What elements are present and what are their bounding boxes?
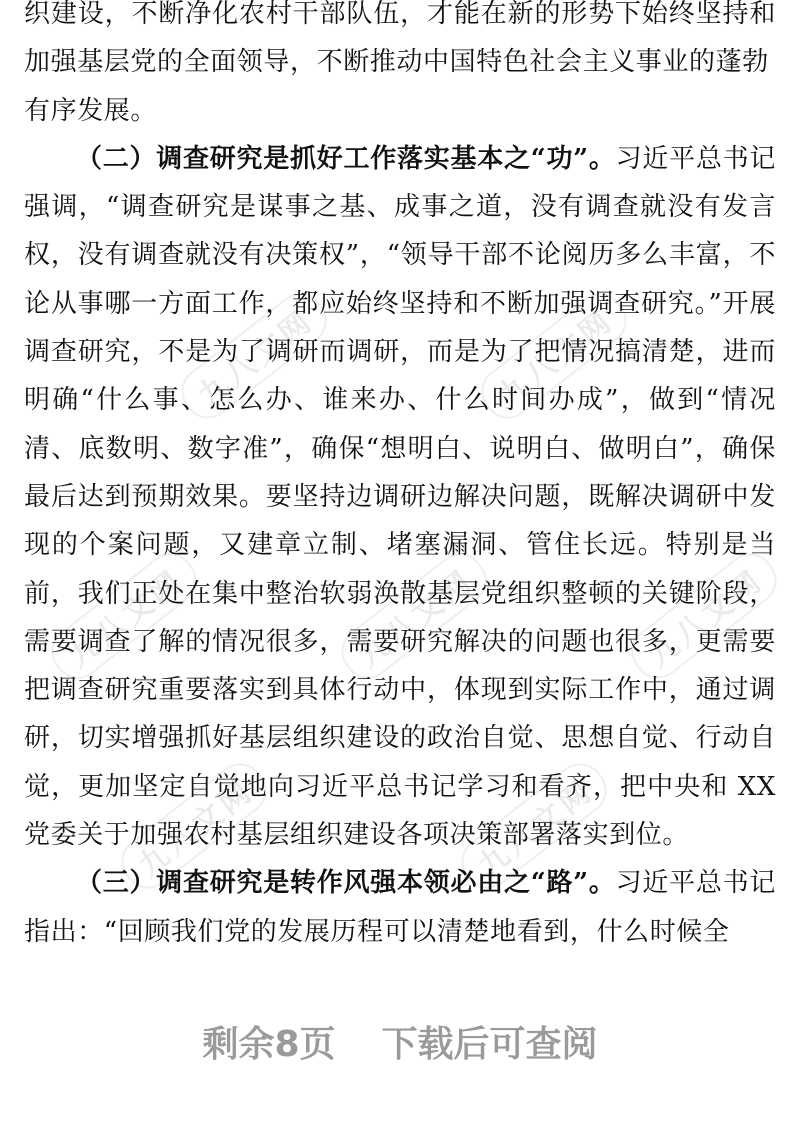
watermark: 九八文网 [112,754,276,898]
watermark: 九八文网 [172,284,336,428]
watermark: 九八文网 [42,544,206,688]
download-prompt[interactable] [0,1016,800,1067]
remaining-pages-label: 剩余8页 [202,1024,336,1065]
text-line: 织建设，不断净化农村干部队伍，才能在新的形势下始终坚持和 [24,0,776,29]
watermark: 九八文网 [332,544,496,688]
section-body: 习近平总书记强调，“调查研究是谋事之基、成事之道，没有调查就没有发言权，没有调查就没有决策权”，“领导干部不论阅历多么丰富，不论从事哪一方面工作，都应始终坚持和不断加强调查研究。”开展调查研究，不是为了调研而调研，而是为了把情况搞清楚，进而明确“什么事、怎么办、谁来办、什么时间办成”，做到“情况清、底数明、数字准”，确保“想明白、说明白、做明白”，确保最后达到预期效果。要坚持边调研边解决问题，既解决调研中发现的个案问题，又建章立制、堵塞漏洞、管住长远。特别是当前，我们正处在集中整治软弱涣散基层党组织整顿的关键阶段，需要调查了解的情况很多，需要研究解决的问题也很多，更需要把调查研究重要落实到具体行动中，体现到实际工作中，通过调研，切实增强抓好基层组织建设的政治自觉、思想自觉、行动自觉，更加坚定自觉地向习近平总书记学习和看齐，把中央和 XX 党委关于加强农村基层组织建设各项决策部署落实到位。 [24,143,776,851]
paragraph-continuation [24,0,776,135]
watermark: 九八文网 [452,754,616,898]
watermark: 九八文网 [622,544,786,688]
watermark: 九八文网 [472,284,636,428]
text-line: 有序发展。 [24,95,158,126]
text-line: 加强基层党的全面领导，不断推动中国特色社会主义事业的蓬勃 [24,47,769,78]
section-heading: （二）调查研究是抓好工作落实基本之“功”。 [76,143,616,174]
document-body [24,0,776,956]
paragraph-section-2 [24,135,776,859]
section-heading: （三）调查研究是转作风强本领必由之“路”。 [76,868,616,899]
download-hint-label: 下载后可查阅 [381,1024,598,1065]
section-body: 习近平总书记指出：“回顾我们党的发展历程可以清楚地看到，什么时候全 [24,868,776,947]
paragraph-section-3 [24,859,776,956]
